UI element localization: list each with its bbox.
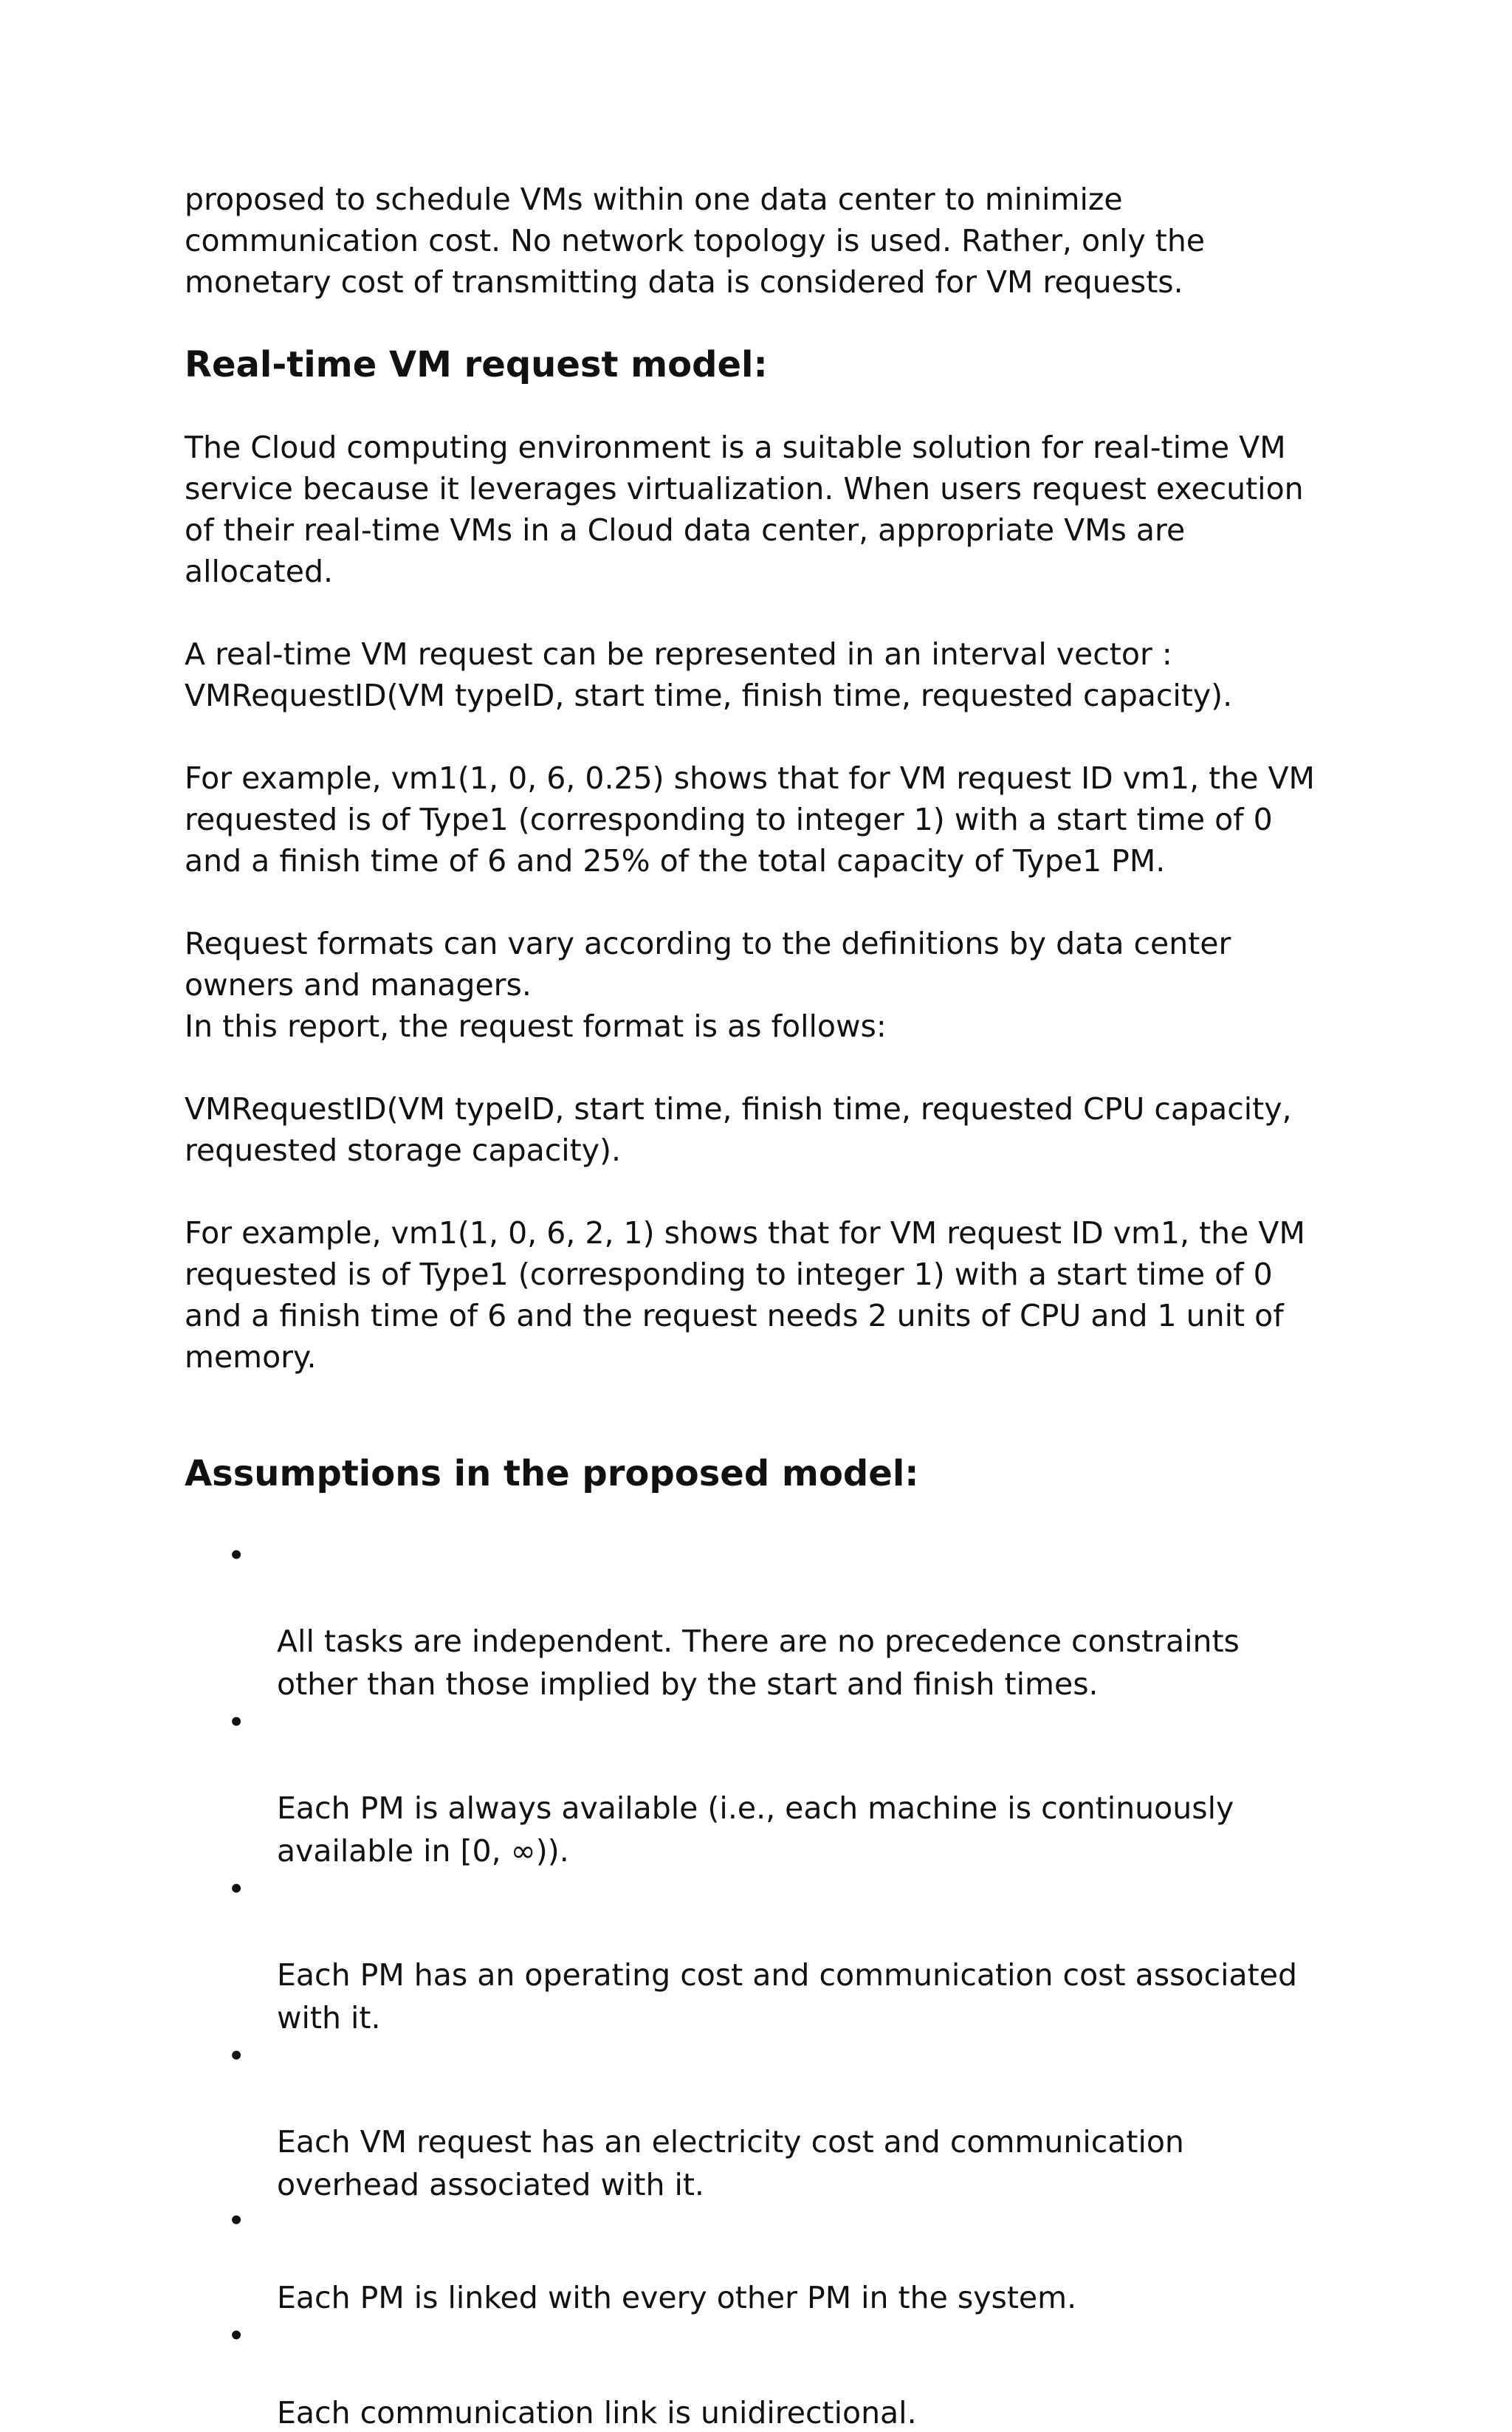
bullet-icon: •	[227, 1705, 246, 1740]
list-item	[185, 1701, 1336, 1872]
bullet-icon: •	[227, 2203, 246, 2239]
assumptions-list	[185, 1534, 1336, 2432]
list-item	[185, 2035, 1336, 2206]
bullet-icon: •	[227, 2038, 246, 2074]
list-item-text: Each PM has an operating cost and communication cost associated with it.	[277, 1957, 1297, 2036]
paragraph-interval-vector: A real-time VM request can be represented in an interval vector : VMRequestID(VM typeID, start time, finish time, requested capacity).	[185, 636, 1233, 713]
list-item	[185, 2317, 1336, 2432]
paragraph-request-format-definition: VMRequestID(VM typeID, start time, finish time, requested CPU capacity, requested storage capacity).	[185, 1091, 1292, 1168]
bullet-icon: •	[227, 1538, 246, 1573]
list-item-text: Each VM request has an electricity cost and communication overhead associated with it.	[277, 2124, 1184, 2202]
list-item-text: Each PM is always available (i.e., each machine is continuously available in [0, ∞)).	[277, 1790, 1234, 1869]
paragraph-cloud-environment: The Cloud computing environment is a suitable solution for real-time VM service because it leverages virtualization. When users request execution of their real-time VMs in a Cloud data center, appropriate VMs are allocated.	[185, 430, 1304, 589]
intro-paragraph: proposed to schedule VMs within one data center to minimize communication cost. No network topology is used. Rather, only the monetary cost of transmitting data is considered for VM requests.	[185, 182, 1206, 300]
paragraph-request-formats: Request formats can vary according to the definitions by data center owners and managers. In this report, the request format is as follows:	[185, 926, 1231, 1044]
bullet-icon: •	[227, 1872, 246, 1907]
list-item	[185, 1534, 1336, 1706]
list-item	[185, 1868, 1336, 2039]
list-item-text: All tasks are independent. There are no precedence constraints other than those implied by the start and finish times.	[277, 1624, 1240, 1702]
list-item-text: Each communication link is unidirectional.	[277, 2395, 917, 2431]
paragraph-example-capacity: For example, vm1(1, 0, 6, 0.25) shows that for VM request ID vm1, the VM requested is of Type1 (corresponding to integer 1) with a start time of 0 and a finish time of 6 and 25% of the total capacity of Type1 PM.	[185, 760, 1315, 879]
document-body	[185, 179, 1336, 2432]
section-heading-assumptions: Assumptions in the proposed model:	[185, 1453, 919, 1494]
section-heading-request-model: Real-time VM request model:	[185, 344, 768, 385]
list-item-text: Each PM is linked with every other PM in the system.	[277, 2280, 1077, 2315]
list-item	[185, 2202, 1336, 2317]
bullet-icon: •	[227, 2318, 246, 2354]
paragraph-example-cpu-memory: For example, vm1(1, 0, 6, 2, 1) shows that for VM request ID vm1, the VM requested is of Type1 (corresponding to integer 1) with a start time of 0 and a finish time of 6 and the request needs 2 units of CPU and 1 unit of memory.	[185, 1215, 1305, 1375]
